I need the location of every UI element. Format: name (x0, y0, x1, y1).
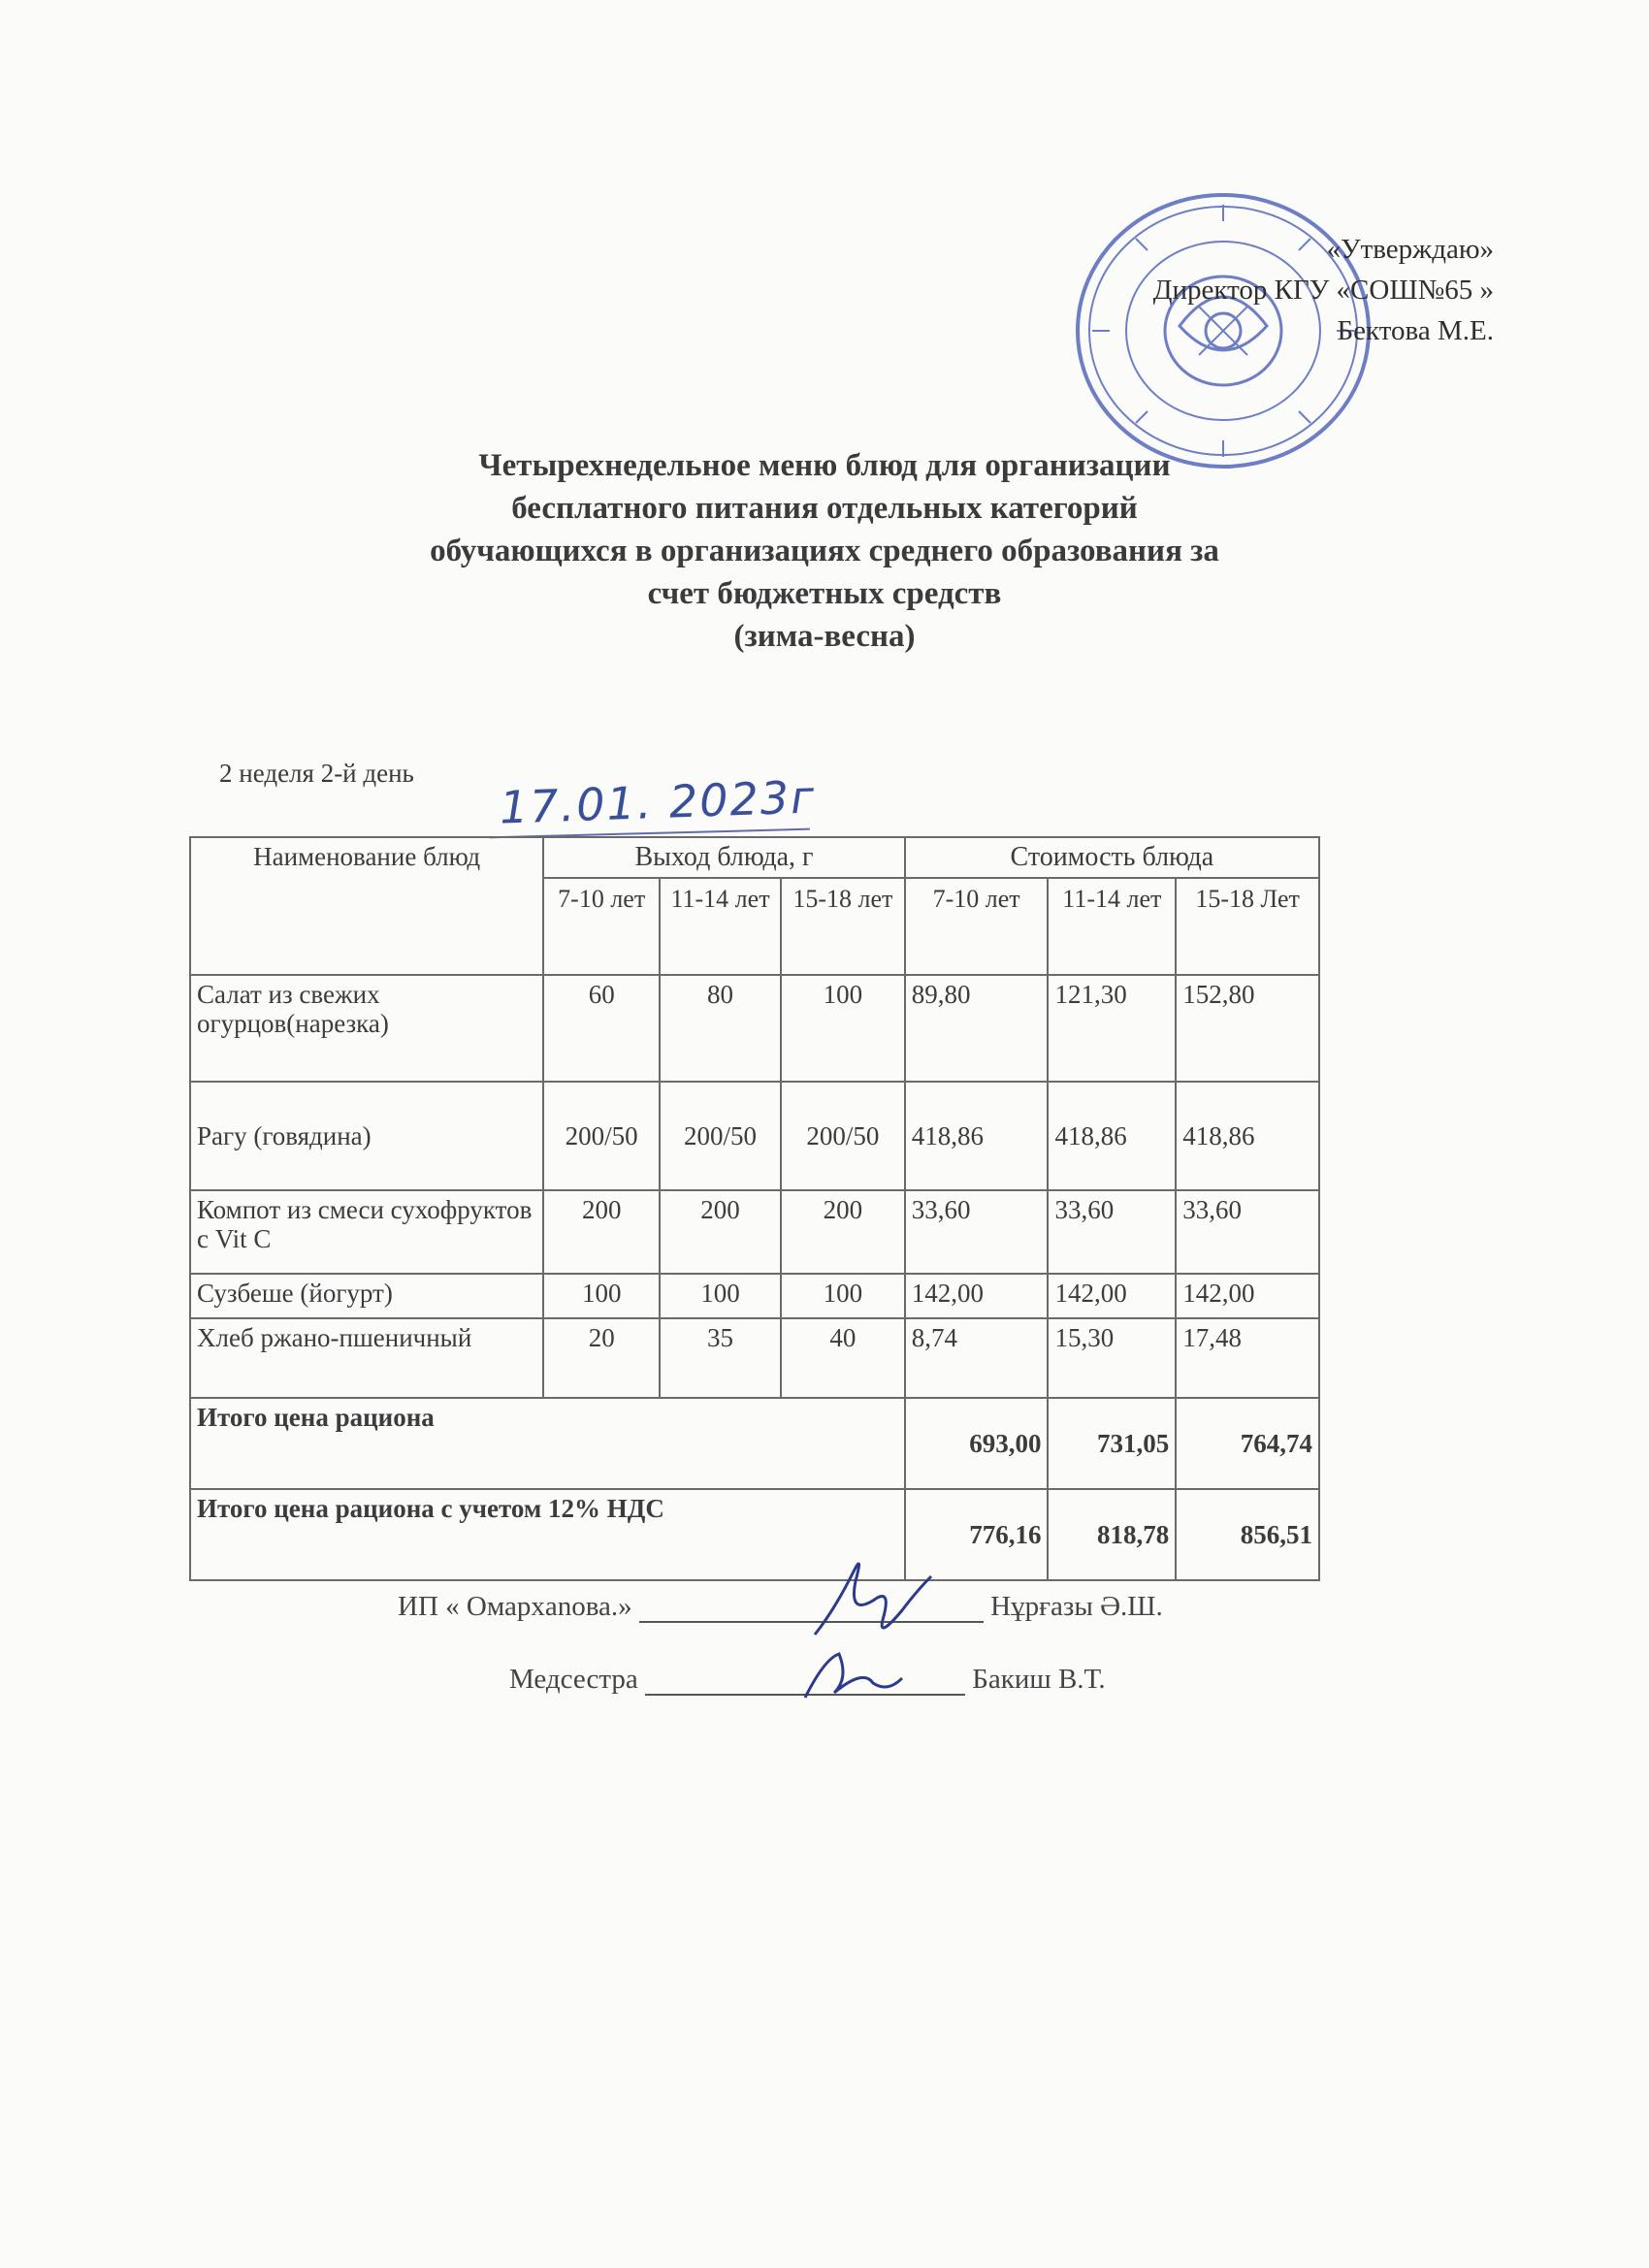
approval-block (1086, 229, 1494, 351)
total-value: 731,05 (1048, 1398, 1176, 1489)
yield-value: 100 (781, 1274, 905, 1318)
table-row (190, 975, 1319, 1082)
dish-name: Хлеб ржано-пшеничный (190, 1318, 543, 1398)
title-line-2: бесплатного питания отдельных категорий (511, 491, 1138, 526)
yield-value: 80 (660, 975, 781, 1082)
cost-value: 142,00 (1176, 1274, 1319, 1318)
table-row (190, 1082, 1319, 1190)
approval-director-name: Бектова М.Е. (1337, 315, 1494, 346)
cost-value: 152,80 (1176, 975, 1319, 1082)
nurse-label: Медсестра (509, 1664, 638, 1695)
menu-table (189, 836, 1320, 1581)
cost-value: 15,30 (1048, 1318, 1176, 1398)
cost-value: 8,74 (905, 1318, 1049, 1398)
table-header-row (190, 837, 1319, 878)
yield-value: 200/50 (660, 1082, 781, 1190)
table-row (190, 1190, 1319, 1274)
table-row (190, 1274, 1319, 1318)
yield-value: 200/50 (543, 1082, 660, 1190)
supplier-signature-scribble (795, 1542, 941, 1649)
table-row (190, 1318, 1319, 1398)
total-vat-label: Итого цена рациона с учетом 12% НДС (190, 1489, 905, 1580)
title-line-5: (зима-весна) (733, 619, 916, 654)
cost-value: 142,00 (905, 1274, 1049, 1318)
total-vat-value: 818,78 (1048, 1489, 1176, 1580)
dish-name: Компот из смеси сухофруктов с Vit C (190, 1190, 543, 1274)
yield-value: 100 (781, 975, 905, 1082)
total-vat-row (190, 1489, 1319, 1580)
title-line-3: обучающихся в организациях среднего образования за (430, 534, 1219, 568)
yield-value: 40 (781, 1318, 905, 1398)
age-yield-7-10: 7-10 лет (543, 878, 660, 975)
yield-value: 200 (543, 1190, 660, 1274)
total-label: Итого цена рациона (190, 1398, 905, 1489)
cost-value: 33,60 (905, 1190, 1049, 1274)
age-yield-15-18: 15-18 лет (781, 878, 905, 975)
age-yield-11-14: 11-14 лет (660, 878, 781, 975)
total-value: 693,00 (905, 1398, 1049, 1489)
cost-value: 33,60 (1176, 1190, 1319, 1274)
supplier-label: ИП « Омархanова.» (398, 1591, 632, 1622)
header-dish-name: Наименование блюд (190, 837, 543, 975)
total-vat-value: 856,51 (1176, 1489, 1319, 1580)
cost-value: 418,86 (1176, 1082, 1319, 1190)
handwritten-date: 17.01. 2023г (499, 770, 818, 834)
cost-value: 17,48 (1176, 1318, 1319, 1398)
yield-value: 200/50 (781, 1082, 905, 1190)
age-cost-11-14: 11-14 лет (1048, 878, 1176, 975)
age-cost-7-10: 7-10 лет (905, 878, 1049, 975)
cost-value: 142,00 (1048, 1274, 1176, 1318)
cost-value: 33,60 (1048, 1190, 1176, 1274)
yield-value: 20 (543, 1318, 660, 1398)
yield-value: 60 (543, 975, 660, 1082)
dish-name: Рагу (говядина) (190, 1082, 543, 1190)
document-title (291, 444, 1358, 658)
header-yield: Выход блюда, г (543, 837, 904, 878)
week-day-label: 2 неделя 2-й день (219, 759, 414, 788)
yield-value: 200 (781, 1190, 905, 1274)
yield-value: 100 (660, 1274, 781, 1318)
cost-value: 418,86 (905, 1082, 1049, 1190)
header-cost: Стоимость блюда (905, 837, 1319, 878)
total-row (190, 1398, 1319, 1489)
approval-position: Директор КГУ «СОШ№65 » (1152, 275, 1494, 306)
supplier-name: Нұрғазы Ә.Ш. (990, 1591, 1163, 1622)
age-cost-15-18: 15-18 Лет (1176, 878, 1319, 975)
approval-heading: «Утверждаю» (1326, 234, 1494, 265)
yield-value: 35 (660, 1318, 781, 1398)
supplier-signature-line (398, 1591, 1163, 1623)
title-line-1: Четырехнедельное меню блюд для организации (478, 448, 1171, 483)
dish-name: Сузбеше (йогурт) (190, 1274, 543, 1318)
nurse-signature-scribble (795, 1639, 912, 1707)
cost-value: 418,86 (1048, 1082, 1176, 1190)
title-line-4: счет бюджетных средств (647, 576, 1002, 611)
yield-value: 200 (660, 1190, 781, 1274)
nurse-name: Бакиш В.Т. (972, 1664, 1106, 1695)
yield-value: 100 (543, 1274, 660, 1318)
cost-value: 89,80 (905, 975, 1049, 1082)
total-value: 764,74 (1176, 1398, 1319, 1489)
total-vat-value: 776,16 (905, 1489, 1049, 1580)
dish-name: Салат из свежих огурцов(нарезка) (190, 975, 543, 1082)
cost-value: 121,30 (1048, 975, 1176, 1082)
